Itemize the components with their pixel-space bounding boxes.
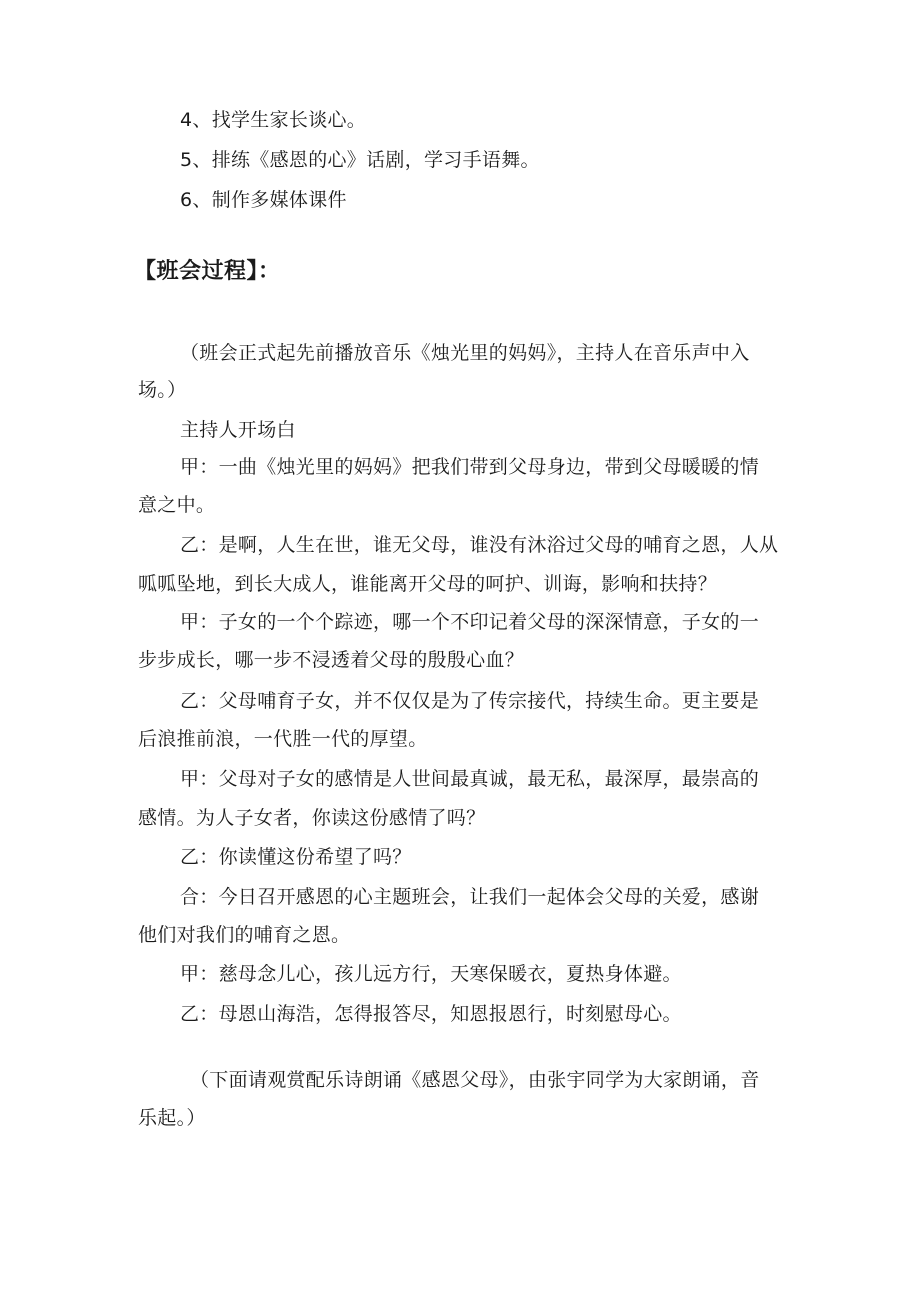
dialogue-line: 甲：父母对子女的感情是人世间最真诚，最无私，最深厚，最崇高的: [180, 768, 760, 790]
prep-item-4: 4、找学生家长谈心。: [180, 109, 367, 131]
dialogue-line: 甲：一曲《烛光里的妈妈》把我们带到父母身边，带到父母暖暖的情: [180, 456, 760, 478]
dialogue-line: 乙：父母哺育子女，并不仅仅是为了传宗接代，持续生命。更主要是: [180, 690, 760, 712]
closing-note-line1: （下面请观赏配乐诗朗诵《感恩父母》，由张宇同学为大家朗诵，音: [190, 1069, 760, 1091]
dialogue-line: 乙：母恩山海浩，怎得报答尽，知恩报恩行，时刻慰母心。: [180, 1003, 682, 1025]
intro-note-line2: 场。）: [138, 379, 187, 401]
dialogue-line: 乙：是啊，人生在世，谁无父母，谁没有沐浴过父母的哺育之恩，人从: [180, 534, 779, 556]
closing-note-line2: 乐起。）: [138, 1107, 206, 1129]
section-heading: 【班会过程】：: [134, 259, 281, 284]
intro-note-line1: （班会正式起先前播放音乐《烛光里的妈妈》，主持人在音乐声中入: [180, 342, 750, 364]
dialogue-line: 他们对我们的哺育之恩。: [138, 924, 351, 946]
dialogue-line: 甲：慈母念儿心，孩儿远方行，天寒保暖衣，夏热身体避。: [180, 963, 682, 985]
dialogue-line: 乙：你读懂这份希望了吗？: [180, 846, 412, 868]
dialogue-line: 合：今日召开感恩的心主题班会，让我们一起体会父母的关爱，感谢: [180, 886, 760, 908]
dialogue-line: 意之中。: [138, 494, 216, 516]
prep-item-6: 6、制作多媒体课件: [180, 189, 347, 211]
dialogue-line: 步步成长，哪一步不浸透着父母的殷殷心血？: [138, 649, 525, 671]
prep-item-5: 5、排练《感恩的心》话剧，学习手语舞。: [180, 149, 540, 171]
dialogue-line: 后浪推前浪，一代胜一代的厚望。: [138, 728, 428, 750]
dialogue-line: 甲：子女的一个个踪迹，哪一个不印记着父母的深深情意，子女的一: [180, 611, 760, 633]
dialogue-line: 呱呱坠地，到长大成人，谁能离开父母的呵护、训诲，影响和扶持？: [138, 573, 718, 595]
opening-label: 主持人开场白: [180, 419, 296, 441]
dialogue-line: 感情。为人子女者，你读这份感情了吗？: [138, 807, 486, 829]
